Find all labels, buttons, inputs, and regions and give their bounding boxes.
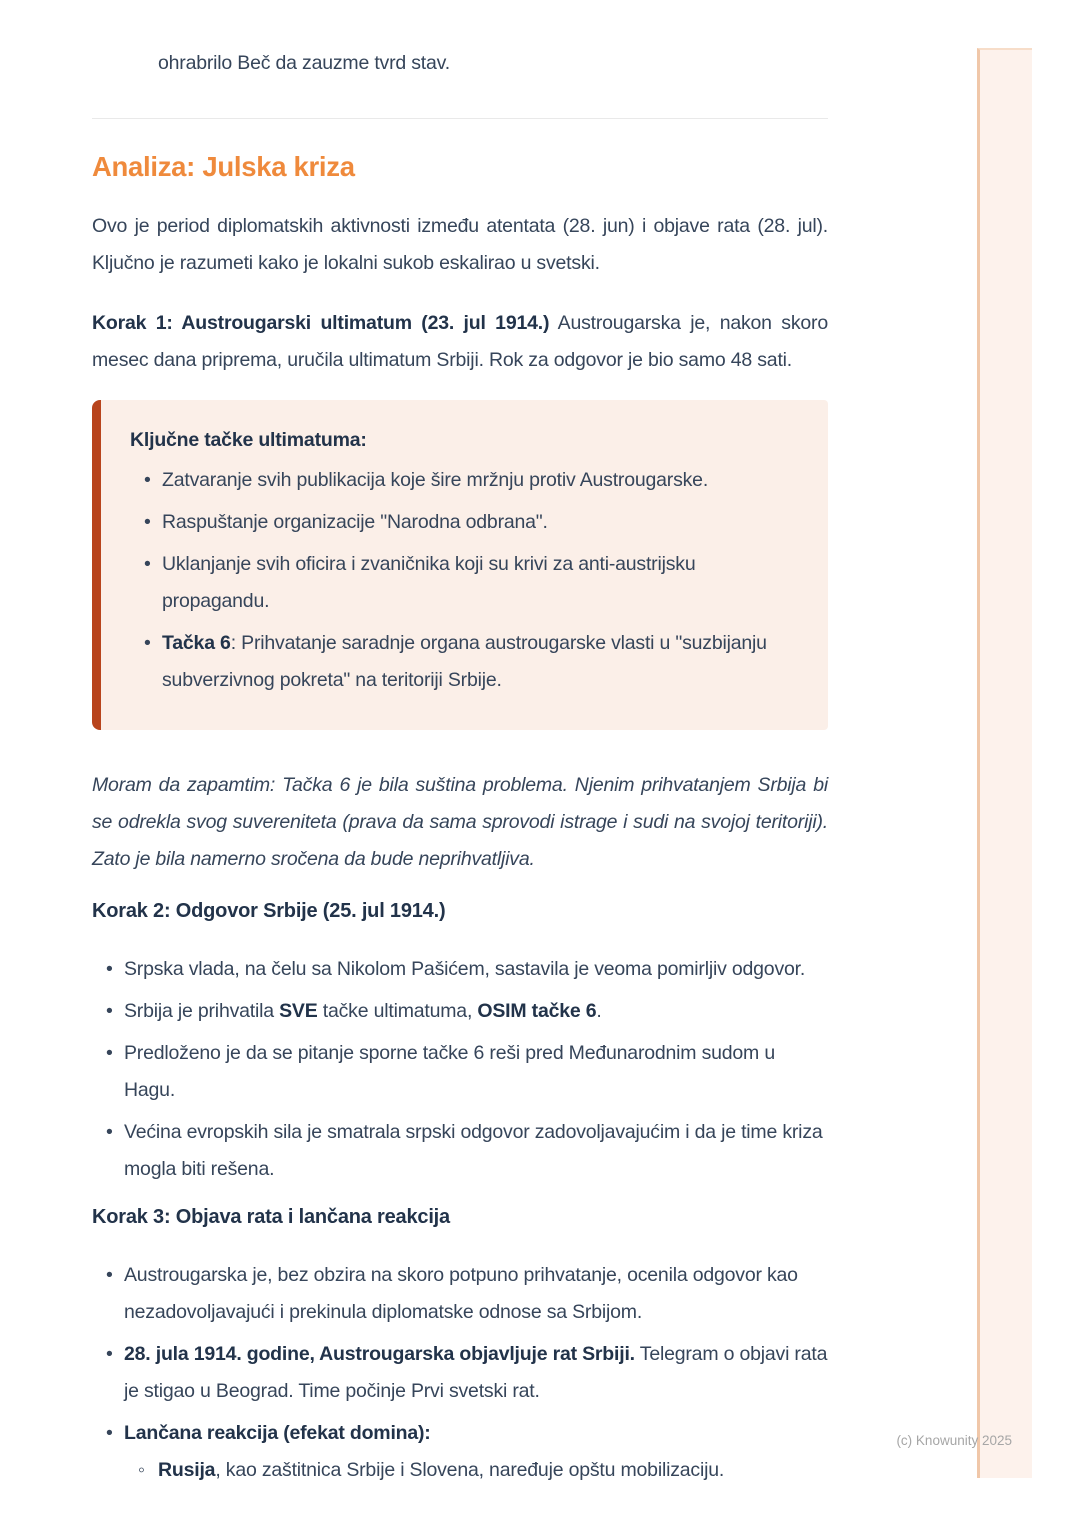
list-item: • 28. jula 1914. godine, Austrougarska objavljuje rat Srbiji. Telegram o objavi rata je stigao u Beograd. Time počinje Prvi svetski rat.	[92, 1336, 828, 1410]
list-item	[92, 1415, 828, 1489]
callout-list-item: • Zatvaranje svih publikacija koje šire mržnju protiv Austrougarske.	[130, 462, 798, 499]
step3-list	[92, 1257, 828, 1489]
callout-list-item: • Tačka 6: Prihvatanje saradnje organa austrougarske vlasti u "suzbijanju subverzivnog pokreta" na teritoriji Srbije.	[130, 625, 798, 699]
list-item: • Srbija je prihvatila SVE tačke ultimatuma, OSIM tačke 6.	[92, 993, 828, 1030]
callout-list	[130, 462, 798, 699]
list-item: • Većina evropskih sila je smatrala srpski odgovor zadovoljavajućim i da je time kriza mogla biti rešena.	[92, 1114, 828, 1188]
callout-title: Ključne tačke ultimatuma:	[130, 429, 367, 451]
document-content	[92, 0, 828, 1494]
step2-list	[92, 951, 828, 1188]
list-item: • Srpska vlada, na čelu sa Nikolom Pašićem, sastavila je veoma pomirljiv odgovor.	[92, 951, 828, 988]
continuation-paragraph: ohrabrilo Beč da zauzme tvrd stav.	[158, 52, 450, 74]
chain-reaction-sublist	[124, 1452, 828, 1489]
key-points-callout	[92, 400, 828, 730]
list-item: • Predloženo je da se pitanje sporne tačke 6 reši pred Međunarodnim sudom u Hagu.	[92, 1035, 828, 1109]
next-page-preview-strip	[977, 48, 1032, 1478]
intro-paragraph: Ovo je period diplomatskih aktivnosti između atentata (28. jun) i objave rata (28. jul). Ključno je razumeti kako je lokalni sukob eskalirao u svetski.	[92, 215, 828, 274]
list-item-text: Lančana reakcija (efekat domina):	[124, 1422, 431, 1444]
step2-heading: Korak 2: Odgovor Srbije (25. jul 1914.)	[92, 900, 446, 922]
step3-heading: Korak 3: Objava rata i lančana reakcija	[92, 1206, 450, 1228]
step1-paragraph: Korak 1: Austrougarski ultimatum (23. jul 1914.) Austrougarska je, nakon skoro mesec dana priprema, uručila ultimatum Srbiji. Rok za odgovor je bio samo 48 sati.	[92, 312, 828, 371]
list-item: • Austrougarska je, bez obzira na skoro potpuno prihvatanje, ocenila odgovor kao nezadovoljavajući i prekinula diplomatske odnose sa Srbijom.	[92, 1257, 828, 1331]
section-title: Analiza: Julska kriza	[92, 151, 355, 182]
section-divider	[92, 118, 828, 119]
copyright-watermark: (c) Knowunity 2025	[896, 1433, 1012, 1448]
note-paragraph: Moram da zapamtim: Tačka 6 je bila suština problema. Njenim prihvatanjem Srbija bi se odrekla svog suvereniteta (prava da sama sprovodi istrage i sudi na svojoj teritoriji). Zato je bila namerno sročena da bude neprihvatljiva.	[92, 774, 828, 870]
callout-list-item: • Raspuštanje organizacije "Narodna odbrana".	[130, 504, 798, 541]
sub-list-item: ◦ Rusija, kao zaštitnica Srbije i Slovena, naređuje opštu mobilizaciju.	[124, 1452, 828, 1489]
callout-list-item: • Uklanjanje svih oficira i zvaničnika koji su krivi za anti-austrijsku propagandu.	[130, 546, 798, 620]
